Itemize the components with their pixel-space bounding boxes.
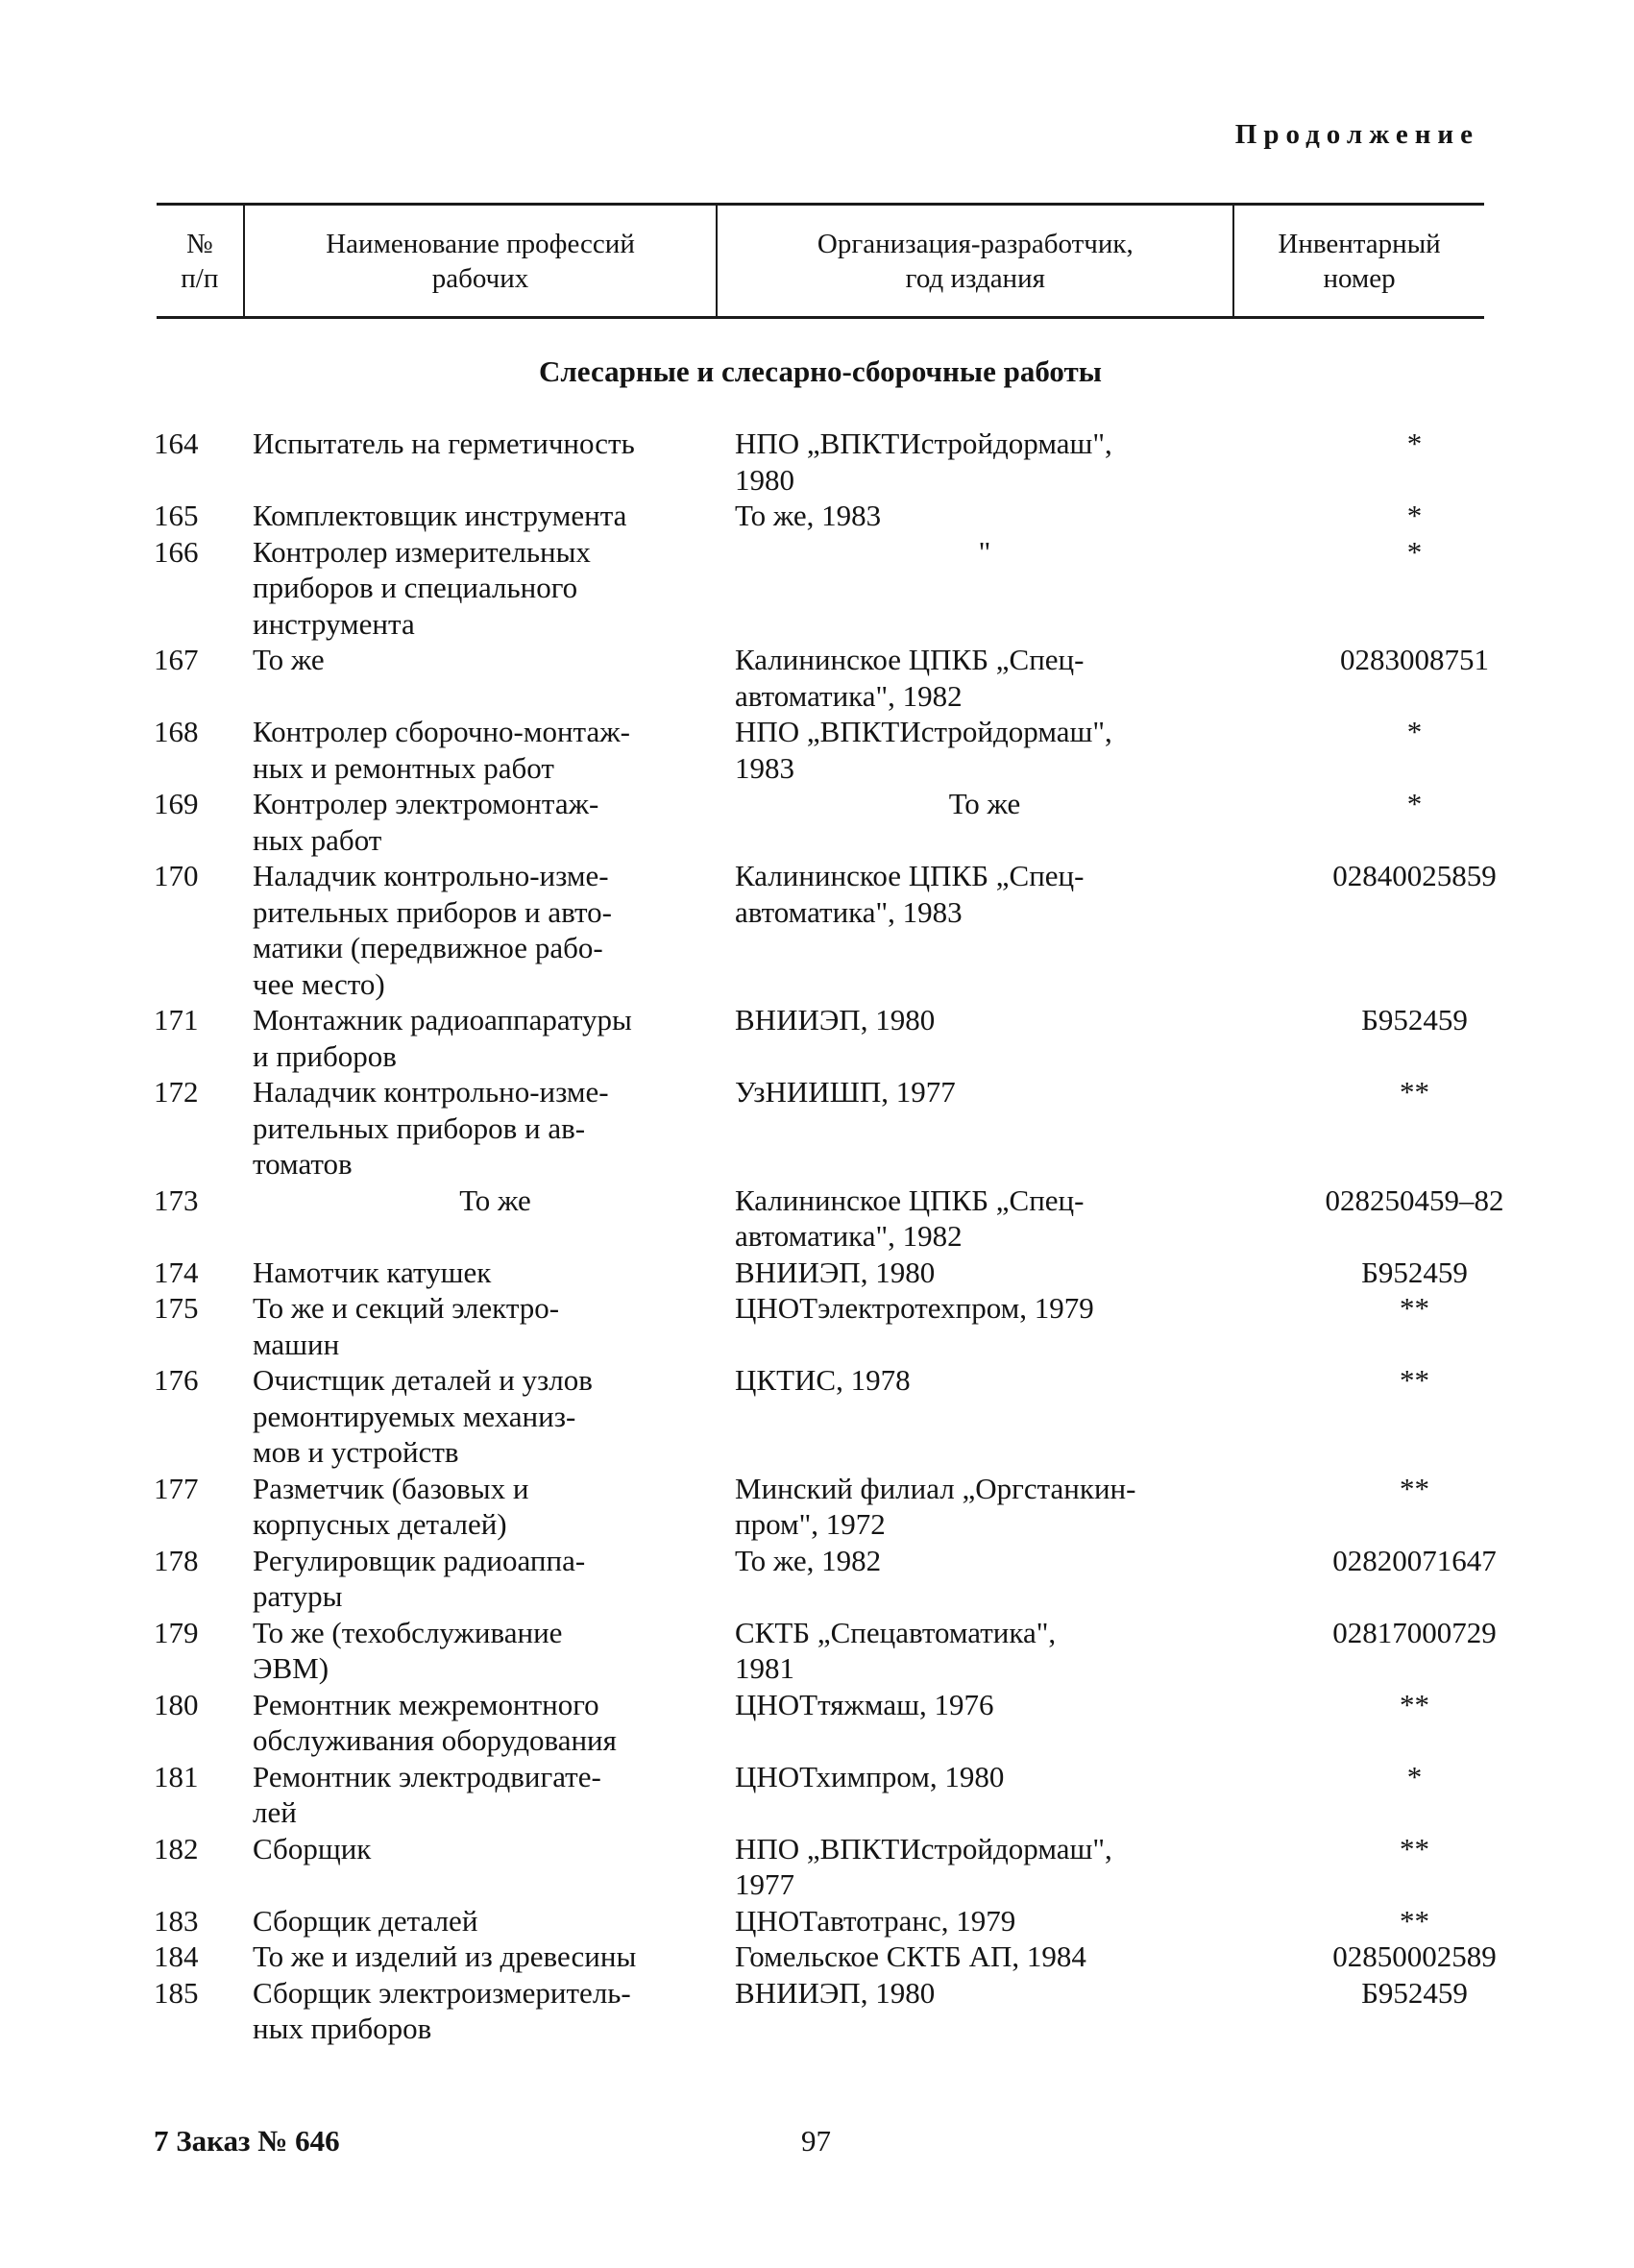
row-profession: Ремонтник электродвигате- лей xyxy=(253,1759,601,1829)
table-row xyxy=(154,786,1499,858)
row-inventory: * xyxy=(1406,1759,1423,1793)
table-body xyxy=(154,426,1504,2047)
row-inventory: ** xyxy=(1400,1363,1429,1397)
row-inventory: ** xyxy=(1400,1831,1429,1866)
row-organization: СКТБ „Спецавтоматика", 1981 xyxy=(735,1615,1057,1685)
header-number: № п/п xyxy=(181,228,219,294)
row-organization: ЦНОТхимпром, 1980 xyxy=(735,1759,1005,1793)
row-profession: Монтажник радиоаппаратуры и приборов xyxy=(253,1003,632,1073)
row-number: 178 xyxy=(154,1543,199,1577)
row-profession: Контролер измерительных приборов и специального инструмента xyxy=(253,534,591,641)
header-profession-name: Наименование профессий рабочих xyxy=(243,206,717,316)
table-row xyxy=(154,1255,1499,1291)
row-profession: То же xyxy=(253,643,325,676)
row-inventory: * xyxy=(1406,427,1423,460)
row-profession: Очистщик деталей и узлов ремонтируемых механиз- мов и устройств xyxy=(253,1363,593,1469)
row-profession: Намотчик катушек xyxy=(253,1255,492,1289)
row-number: 165 xyxy=(154,499,199,532)
row-organization: Калининское ЦПКБ „Спец- автоматика", 1983 xyxy=(735,859,1085,929)
row-number: 177 xyxy=(154,1471,199,1505)
row-number: 172 xyxy=(154,1075,199,1109)
row-number: 171 xyxy=(154,1003,199,1036)
row-organization: ЦНОТтяжмаш, 1976 xyxy=(735,1687,994,1721)
row-number: 166 xyxy=(154,534,199,569)
row-number: 164 xyxy=(154,427,199,460)
row-inventory: * xyxy=(1406,787,1423,820)
row-inventory: * xyxy=(1406,499,1423,532)
row-profession: То же (техобслуживание ЭВМ) xyxy=(253,1615,563,1685)
row-inventory: Б952459 xyxy=(1361,1975,1468,2010)
table-row xyxy=(154,1183,1504,1255)
table-row xyxy=(154,714,1499,786)
header-organization: Организация-разработчик, год издания xyxy=(716,206,1232,316)
page-number: 97 xyxy=(801,2124,831,2158)
row-number: 185 xyxy=(154,1975,199,2010)
row-organization: ВНИИЭП, 1980 xyxy=(735,1975,936,2010)
row-organization: Калининское ЦПКБ „Спец- автоматика", 1982 xyxy=(735,643,1085,713)
row-profession: Наладчик контрольно-изме- рительных приборов и авто- матики (передвижное рабо- чее место) xyxy=(253,859,612,1001)
row-inventory: ** xyxy=(1400,1687,1429,1721)
row-inventory: ** xyxy=(1400,1291,1429,1325)
table-row xyxy=(154,1759,1499,1831)
row-profession: То же и изделий из древесины xyxy=(253,1939,637,1973)
row-number: 176 xyxy=(154,1363,199,1397)
row-profession: Ремонтник межремонтного обслуживания оборудования xyxy=(253,1687,617,1757)
row-profession: Регулировщик радиоаппа- ратуры xyxy=(253,1543,586,1613)
row-profession: Контролер сборочно-монтаж- ных и ремонтных работ xyxy=(253,715,630,785)
table-row xyxy=(154,1362,1499,1471)
row-inventory: ** xyxy=(1400,1075,1429,1109)
row-inventory: * xyxy=(1406,534,1423,569)
row-inventory: Б952459 xyxy=(1361,1255,1468,1289)
row-inventory: 02840025859 xyxy=(1332,859,1497,892)
row-organization: ЦНОТэлектротехпром, 1979 xyxy=(735,1291,1094,1325)
row-profession: Контролер электромонтаж- ных работ xyxy=(253,787,599,857)
row-inventory: 02850002589 xyxy=(1332,1939,1497,1973)
row-organization: " xyxy=(978,534,991,569)
row-inventory: 02820071647 xyxy=(1332,1543,1497,1577)
row-number: 183 xyxy=(154,1903,199,1938)
table-row xyxy=(154,534,1499,643)
row-number: 182 xyxy=(154,1831,199,1866)
table-row xyxy=(154,426,1499,498)
row-inventory: ** xyxy=(1400,1471,1429,1505)
table-row xyxy=(154,1687,1499,1759)
row-organization: Минский филиал „Оргстанкин- пром", 1972 xyxy=(735,1471,1136,1541)
row-number: 175 xyxy=(154,1291,199,1325)
row-profession: Сборщик деталей xyxy=(253,1903,478,1938)
row-profession: Наладчик контрольно-изме- рительных приборов и ав- томатов xyxy=(253,1075,609,1181)
row-number: 173 xyxy=(154,1183,199,1217)
table-row xyxy=(154,1471,1499,1543)
table-row xyxy=(154,1074,1499,1183)
table-row xyxy=(154,858,1499,1002)
row-profession: То же xyxy=(459,1183,531,1217)
row-organization: ВНИИЭП, 1980 xyxy=(735,1003,936,1036)
row-number: 180 xyxy=(154,1687,199,1721)
row-profession: Сборщик электроизмеритель- ных приборов xyxy=(253,1975,631,2045)
table-row xyxy=(154,498,1499,534)
table-row xyxy=(154,1615,1499,1687)
table-row xyxy=(154,1543,1499,1615)
row-inventory: ** xyxy=(1400,1903,1429,1938)
row-organization: НПО „ВПКТИстройдормаш", 1980 xyxy=(735,427,1112,497)
row-inventory: * xyxy=(1406,715,1423,748)
row-organization: То же xyxy=(948,787,1021,820)
row-profession: Разметчик (базовых и корпусных деталей) xyxy=(253,1471,529,1541)
row-profession: Сборщик xyxy=(253,1831,372,1866)
row-organization: ЦНОТавтотранс, 1979 xyxy=(735,1903,1016,1938)
row-profession: Испытатель на герметичность xyxy=(253,427,635,460)
row-number: 167 xyxy=(154,643,199,676)
row-number: 184 xyxy=(154,1939,199,1973)
row-organization: НПО „ВПКТИстройдормаш", 1983 xyxy=(735,715,1112,785)
row-organization: ВНИИЭП, 1980 xyxy=(735,1255,936,1289)
row-number: 168 xyxy=(154,715,199,748)
row-number: 181 xyxy=(154,1759,199,1793)
row-organization: НПО „ВПКТИстройдормаш", 1977 xyxy=(735,1831,1112,1901)
row-profession: Комплектовщик инструмента xyxy=(253,499,627,532)
section-title: Слесарные и слесарно-сборочные работы xyxy=(539,354,1102,388)
row-organization: То же, 1983 xyxy=(735,499,882,532)
row-profession: То же и секций электро- машин xyxy=(253,1291,560,1361)
table-row xyxy=(154,1831,1499,1903)
table-row xyxy=(154,1002,1499,1074)
table-header xyxy=(157,203,1484,319)
table-row xyxy=(154,642,1499,714)
table-row xyxy=(154,1939,1499,1975)
row-organization: Калининское ЦПКБ „Спец- автоматика", 1982 xyxy=(735,1183,1085,1253)
footer-order-number: 7 Заказ № 646 xyxy=(154,2124,340,2158)
table-row xyxy=(154,1903,1499,1939)
row-inventory: 028250459–82 xyxy=(1325,1183,1504,1217)
table-row xyxy=(154,1290,1499,1362)
row-number: 179 xyxy=(154,1615,199,1649)
row-inventory: Б952459 xyxy=(1361,1003,1468,1036)
continued-label: Продолжение xyxy=(1234,119,1479,150)
row-organization: УзНИИШП, 1977 xyxy=(735,1075,956,1109)
row-number: 169 xyxy=(154,787,199,820)
table-row xyxy=(154,1975,1499,2047)
row-organization: Гомельское СКТБ АП, 1984 xyxy=(735,1939,1086,1973)
row-number: 174 xyxy=(154,1255,199,1289)
row-organization: То же, 1982 xyxy=(735,1543,882,1577)
row-inventory: 02817000729 xyxy=(1332,1615,1497,1649)
row-number: 170 xyxy=(154,859,199,892)
row-organization: ЦКТИС, 1978 xyxy=(735,1363,911,1397)
header-inventory-number: Инвентарный номер xyxy=(1232,206,1484,316)
row-inventory: 0283008751 xyxy=(1340,643,1489,676)
